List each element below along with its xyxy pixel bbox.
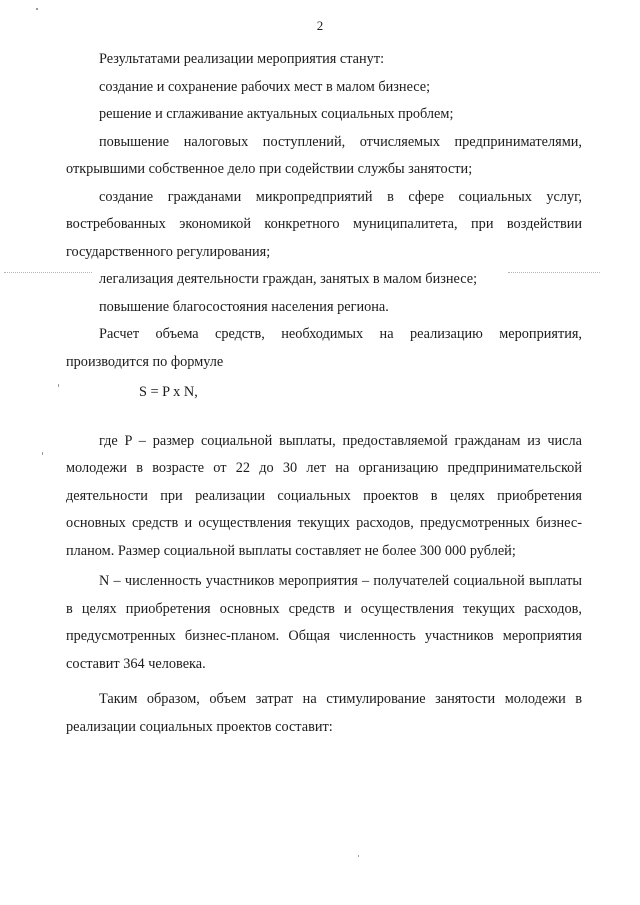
result-item-social-problems: решение и сглаживание актуальных социальных проблем; — [99, 106, 454, 122]
formula: S = P x N, — [139, 384, 198, 400]
scan-artifact-speck — [58, 384, 59, 387]
scan-artifact-line-right — [508, 272, 600, 274]
scan-artifact-speck — [358, 855, 359, 857]
results-intro: Результатами реализации мероприятия станут: — [99, 51, 385, 67]
document-body — [66, 46, 582, 741]
scan-artifact-speck — [36, 8, 38, 10]
result-item-legalization: легализация деятельности граждан, занятых в малом бизнесе; — [99, 271, 478, 287]
result-item-tax-revenue: повышение налоговых поступлений, отчисляемых предпринимателями, открывшими собственное дело при содействии службы занятости; — [66, 133, 582, 177]
scan-artifact-speck — [42, 452, 43, 455]
page-number: 2 — [316, 18, 324, 33]
definition-p: где P – размер социальной выплаты, предоставляемой гражданам из числа молодежи в возрасте от 22 до 30 лет на организацию предпринимательской деятельности при реализации социальных проектов в целях приобретения основных средств и осуществления текущих расходов, предусмотренных бизнес-планом. Размер социальной выплаты составляет не более 300 000 рублей; — [66, 432, 582, 559]
result-item-welfare: повышение благосостояния населения региона. — [99, 298, 389, 315]
conclusion: Таким образом, объем затрат на стимулирование занятости молодежи в реализации социальных проектов составит: — [66, 691, 582, 735]
scan-artifact-line-left — [4, 272, 92, 274]
result-item-micro-enterprises: создание гражданами микропредприятий в сфере социальных услуг, востребованных экономикой конкретного муниципалитета, при воздействии государственного регулирования; — [66, 188, 582, 260]
definition-n: N – численность участников мероприятия – получателей социальной выплаты в целях приобретения основных средств и осуществления текущих расходов, предусмотренных бизнес-планом. Общая численность участников мероприятия составит 364 человека. — [66, 573, 582, 672]
calculation-intro: Расчет объема средств, необходимых на реализацию мероприятия, производится по формуле — [66, 326, 582, 370]
result-item-jobs: создание и сохранение рабочих мест в малом бизнесе; — [99, 78, 431, 95]
